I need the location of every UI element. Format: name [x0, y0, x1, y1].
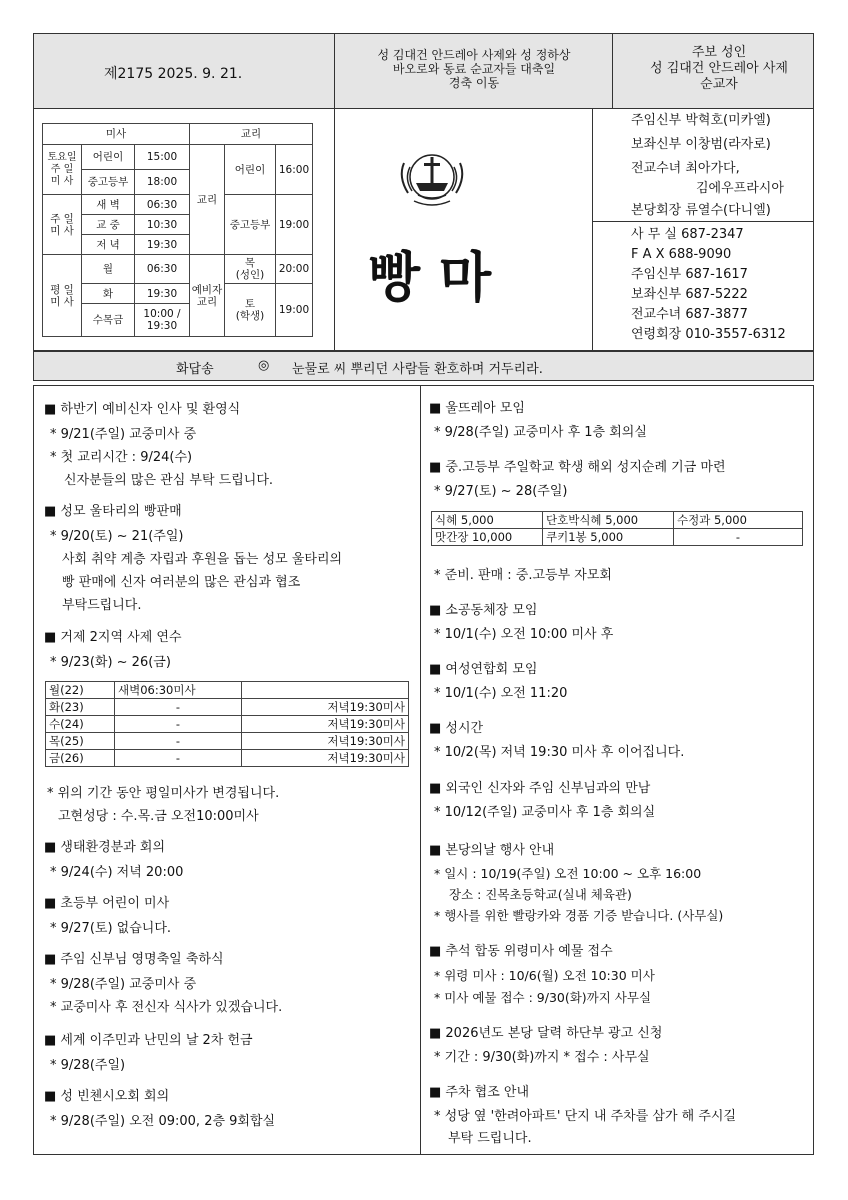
cell: 저녁19:30미사 — [242, 699, 409, 716]
cell: 월 — [82, 255, 135, 284]
notice-heading: ■ 외국인 신자와 주임 신부님과의 만남 — [429, 781, 651, 796]
notice-line: * 일시 : 10/19(주일) 오전 10:00 ~ 오후 16:00 — [434, 866, 702, 881]
notice-line: * 10/12(주일) 교중미사 후 1층 회의실 — [434, 805, 656, 820]
cell: 어린이 — [82, 145, 135, 170]
notice-heading: ■ 하반기 예비신자 인사 및 환영식 — [44, 402, 241, 417]
sunday-mass-label: 주 일 미 사 — [43, 195, 82, 255]
cell: 맛간장 10,000 — [432, 529, 543, 546]
cell: 교 중 — [82, 215, 135, 235]
cell: 저 녁 — [82, 235, 135, 255]
notice-line: * 교중미사 후 전신자 식사가 있겠습니다. — [50, 1000, 283, 1015]
notice-heading: ■ 성시간 — [429, 721, 484, 736]
notice-heading: ■ 소공동체장 모임 — [429, 603, 538, 618]
contact-sister: 전교수녀 687-3877 — [631, 307, 748, 322]
notice-line: * 10/2(목) 저녁 19:30 미사 후 이어집니다. — [434, 745, 685, 760]
notice-line: 부탁드립니다. — [62, 598, 142, 613]
cell: 수(24) — [46, 716, 115, 733]
table-row — [46, 699, 409, 716]
table-row — [46, 716, 409, 733]
notice-line: * 첫 교리시간 : 9/24(수) — [50, 450, 193, 465]
cell: 금(26) — [46, 750, 115, 767]
notice-line: * 9/28(주일) 교중미사 중 — [50, 977, 197, 992]
mass-header: 미사 — [43, 124, 190, 145]
notice-heading: ■ 중.고등부 주일학교 학생 해외 성지순례 기금 마련 — [429, 460, 726, 475]
cell: 저녁19:30미사 — [242, 750, 409, 767]
feast-line: 바오로와 동료 순교자들 대축일 — [392, 62, 556, 76]
cell: 저녁19:30미사 — [242, 716, 409, 733]
cell: 19:30 — [135, 235, 190, 255]
notice-heading: ■ 거제 2지역 사제 연수 — [44, 630, 182, 645]
notice-heading: ■ 주임 신부님 영명축일 축하식 — [44, 952, 224, 967]
notice-heading: ■ 성 빈첸시오회 회의 — [44, 1089, 170, 1104]
notice-line: * 10/1(수) 오전 10:00 미사 후 — [434, 627, 614, 642]
notice-line: 신자분들의 많은 관심 부탁 드립니다. — [64, 473, 274, 488]
contact-office: 사 무 실 687-2347 — [631, 227, 744, 242]
cell: 목 (성인) — [225, 255, 276, 284]
staff-sister: 전교수녀 최아가다, — [631, 161, 740, 176]
cell: 식혜 5,000 — [432, 512, 543, 529]
notice-line: 빵 판매에 신자 여러분의 많은 관심과 협조 — [62, 575, 301, 590]
cell: 16:00 — [276, 145, 313, 195]
cell: - — [115, 716, 242, 733]
price-table — [431, 511, 803, 546]
notice-heading: ■ 생태환경분과 회의 — [44, 840, 166, 855]
sat-sun-mass-label: 토요일 주 일 미 사 — [43, 145, 82, 195]
bulletin-title: 빵 마 — [368, 246, 492, 309]
cell: 20:00 — [276, 255, 313, 284]
notice-line: * 9/28(주일) — [50, 1058, 126, 1073]
cell: 저녁19:30미사 — [242, 733, 409, 750]
cell: - — [115, 699, 242, 716]
notice-heading: ■ 세계 이주민과 난민의 날 2차 헌금 — [44, 1033, 253, 1048]
cell: 새 벽 — [82, 195, 135, 215]
notice-line: * 10/1(수) 오전 11:20 — [434, 686, 568, 701]
notice-heading: ■ 성모 울타리의 빵판매 — [44, 504, 182, 519]
notice-line: * 9/27(토) ~ 28(주일) — [434, 484, 568, 499]
cell: - — [115, 750, 242, 767]
psalm-text: 눈물로 씨 뿌리던 사람들 환호하며 거두리라. — [292, 362, 543, 377]
cell: 어린이 — [225, 145, 276, 195]
cell: 새벽06:30미사 — [115, 682, 242, 699]
notice-line: * 9/24(수) 저녁 20:00 — [50, 865, 184, 880]
issue-number-date: 제2175 2025. 9. 21. — [104, 66, 243, 82]
notice-line: * 9/28(주일) 교중미사 후 1층 회의실 — [434, 425, 647, 440]
cell: 19:00 — [276, 284, 313, 337]
cell: 06:30 — [135, 195, 190, 215]
feast-line: 성 김대건 안드레아 사제와 성 정하상 — [377, 48, 571, 62]
notice-line: * 9/27(토) 없습니다. — [50, 921, 172, 936]
notice-heading: ■ 초등부 어린이 미사 — [44, 896, 170, 911]
table-row — [432, 512, 803, 529]
psalm-mark-icon: ◎ — [258, 358, 270, 373]
cell: 06:30 — [135, 255, 190, 284]
contact-fax: F A X 688-9090 — [631, 247, 732, 262]
notice-line: 고현성당 : 수.목.금 오전10:00미사 — [58, 809, 259, 824]
notice-line: * 행사를 위한 빨랑카와 경품 기증 받습니다. (사무실) — [434, 908, 724, 923]
patron-line: 순교자 — [700, 77, 738, 92]
notice-heading: ■ 2026년도 본당 달력 하단부 광고 신청 — [429, 1026, 663, 1041]
catechism-header: 교리 — [190, 124, 313, 145]
notice-line: * 9/20(토) ~ 21(주일) — [50, 529, 184, 544]
notice-line: 장소 : 진목초등학교(실내 체육관) — [449, 887, 632, 902]
cell: 토 (학생) — [225, 284, 276, 337]
notice-line: * 9/28(주일) 오전 09:00, 2층 9회합실 — [50, 1114, 276, 1129]
cell: 월(22) — [46, 682, 115, 699]
cell: 19:00 — [276, 195, 313, 255]
church-logo-icon — [392, 143, 472, 213]
staff-assistant: 보좌신부 이창범(라자로) — [631, 137, 771, 152]
cell: 19:30 — [135, 284, 190, 304]
feast-line: 경축 이동 — [448, 76, 500, 90]
cell: 중고등부 — [82, 170, 135, 195]
mass-change-table — [45, 681, 409, 767]
column-divider — [420, 385, 421, 1155]
notice-line: * 9/21(주일) 교중미사 중 — [50, 427, 197, 442]
notice-line: 사회 취약 계층 자립과 후원을 돕는 성모 울타리의 — [62, 552, 343, 567]
cell: - — [674, 529, 803, 546]
cell: 15:00 — [135, 145, 190, 170]
notice-line: * 기간 : 9/30(화)까지 * 접수 : 사무실 — [434, 1050, 650, 1065]
bulletin-header — [33, 33, 814, 109]
patron-saint — [624, 45, 814, 93]
notice-line: * 위령 미사 : 10/6(월) 오전 10:30 미사 — [434, 968, 655, 983]
cell — [242, 682, 409, 699]
cell: 수정과 5,000 — [674, 512, 803, 529]
patron-line: 성 김대건 안드레아 사제 — [650, 61, 788, 76]
table-row — [46, 733, 409, 750]
cell: 목(25) — [46, 733, 115, 750]
feast-title — [334, 48, 614, 90]
table-row — [432, 529, 803, 546]
responsorial-psalm — [33, 351, 814, 381]
cell: 단호박식혜 5,000 — [543, 512, 674, 529]
psalm-label: 화답송 — [176, 362, 214, 377]
contact-pastor: 주임신부 687-1617 — [631, 267, 748, 282]
notice-line: * 9/23(화) ~ 26(금) — [50, 655, 171, 670]
cell: 화(23) — [46, 699, 115, 716]
contact-funeral: 연령회장 010-3557-6312 — [631, 327, 786, 342]
contact-assistant: 보좌신부 687-5222 — [631, 287, 748, 302]
divider — [612, 34, 613, 108]
table-row — [46, 682, 409, 699]
staff-sister-2: 김에우프라시아 — [696, 181, 784, 196]
notice-heading: ■ 추석 합동 위령미사 예물 접수 — [429, 944, 613, 959]
cell: 중고등부 — [225, 195, 276, 255]
cell: 수목금 — [82, 304, 135, 337]
staff-president: 본당회장 류열수(다니엘) — [631, 203, 771, 218]
cell: 쿠키1봉 5,000 — [543, 529, 674, 546]
notice-heading: ■ 주차 협조 안내 — [429, 1085, 530, 1100]
notice-heading: ■ 본당의날 행사 안내 — [429, 843, 555, 858]
weekday-mass-label: 평 일 미 사 — [43, 255, 82, 337]
notice-heading: ■ 울뜨레아 모임 — [429, 401, 525, 416]
notice-line: * 위의 기간 동안 평일미사가 변경됩니다. — [47, 786, 280, 801]
cell: - — [115, 733, 242, 750]
notice-line: * 미사 예물 접수 : 9/30(화)까지 사무실 — [434, 990, 652, 1005]
cell: 10:30 — [135, 215, 190, 235]
notice-heading: ■ 여성연합회 모임 — [429, 662, 538, 677]
notice-line: * 성당 옆 '한려아파트' 단지 내 주차를 삼가 해 주시길 — [434, 1109, 736, 1124]
patron-line: 주보 성인 — [691, 45, 747, 60]
notice-line: 부탁 드립니다. — [448, 1131, 532, 1146]
table-row — [46, 750, 409, 767]
catechism-label: 교리 — [190, 145, 225, 255]
cell: 10:00 / 19:30 — [135, 304, 190, 337]
notice-line: * 준비. 판매 : 중.고등부 자모회 — [434, 568, 612, 583]
catechumen-label: 예비자 교리 — [190, 255, 225, 337]
cell: 화 — [82, 284, 135, 304]
mass-schedule-table — [42, 123, 313, 337]
cell: 18:00 — [135, 170, 190, 195]
staff-pastor: 주임신부 박혁호(미카엘) — [631, 113, 771, 128]
